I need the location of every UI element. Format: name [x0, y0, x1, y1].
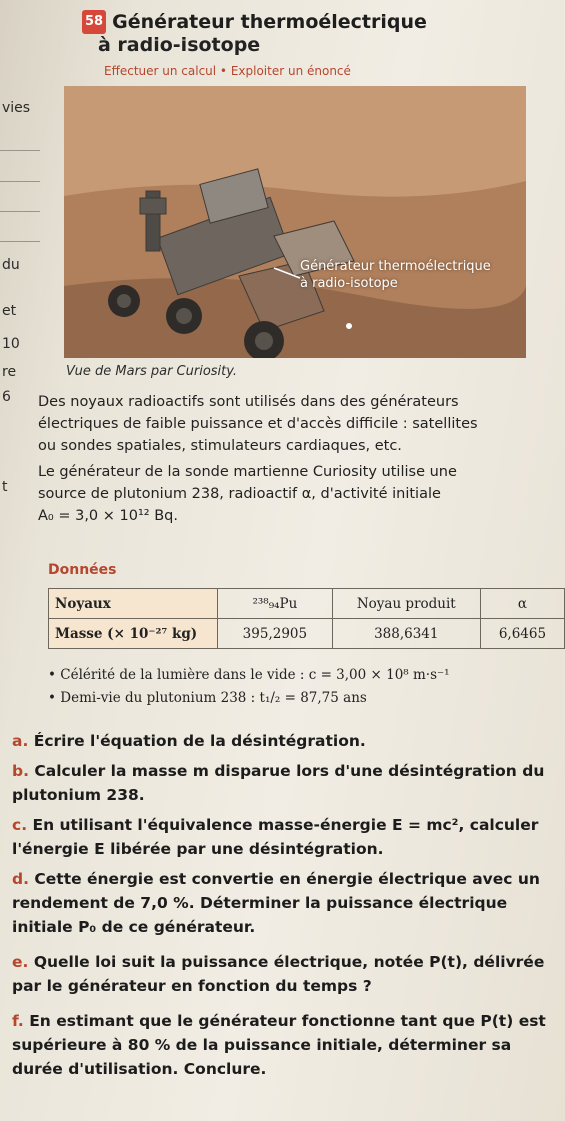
exercise-title	[82, 10, 552, 34]
question-text: Quelle loi suit la puissance électrique, notée P(t), délivrée par le générateur en fonction du temps ?	[12, 953, 545, 995]
question-text: Calculer la masse m disparue lors d'une désintégration du plutonium 238.	[12, 762, 545, 804]
data-bullet	[48, 667, 450, 683]
data-heading: Données	[48, 562, 117, 578]
title-line-1: Générateur thermoélectrique	[112, 11, 427, 33]
table-cell: Noyau produit	[332, 589, 480, 619]
question-f	[12, 1009, 552, 1081]
mars-photo	[64, 86, 526, 358]
data-bullet	[48, 690, 367, 706]
question-letter: d.	[12, 870, 29, 888]
exercise-header	[82, 10, 552, 56]
exercise-number-badge: 58	[82, 10, 106, 34]
question-letter: a.	[12, 732, 29, 750]
text-line: ou sondes spatiales, stimulateurs cardiaques, etc.	[38, 438, 402, 454]
text-line: Des noyaux radioactifs sont utilisés dans des générateurs	[38, 394, 459, 410]
table-cell: 388,6341	[332, 619, 480, 649]
margin-rule	[0, 211, 40, 212]
question-d	[12, 867, 552, 939]
question-a	[12, 729, 552, 753]
bullet-dot: •	[48, 667, 61, 683]
mass-table	[48, 588, 565, 649]
table-cell: ²³⁸₉₄Pu	[218, 589, 333, 619]
margin-rule	[0, 150, 40, 151]
margin-fragment: et	[2, 303, 17, 319]
text-line: électriques de faible puissance et d'accès difficile : satellites	[38, 416, 478, 432]
annotation-line-2: à radio-isotope	[300, 276, 398, 291]
question-letter: f.	[12, 1012, 24, 1030]
question-letter: e.	[12, 953, 29, 971]
margin-fragment: du	[2, 257, 20, 273]
exercise-skills: Effectuer un calcul • Exploiter un énoncé	[104, 64, 351, 78]
question-text: En estimant que le générateur fonctionne tant que P(t) est supérieure à 80 % de la puissance initiale, déterminer sa durée d'utilisation. Conclure.	[12, 1012, 546, 1078]
question-text: Cette énergie est convertie en énergie électrique avec un rendement de 7,0 %. Déterminer la puissance électrique initiale P₀ de ce générateur.	[12, 870, 540, 936]
margin-fragment: 10	[2, 336, 20, 352]
margin-fragment: vies	[2, 100, 31, 116]
table-cell: 6,6465	[480, 619, 564, 649]
question-b	[12, 759, 552, 807]
table-row	[49, 589, 565, 619]
annotation-line-1: Générateur thermoélectrique	[300, 259, 491, 274]
bullet-text: Demi-vie du plutonium 238 : t₁/₂ = 87,75 ans	[60, 690, 367, 706]
margin-fragment: 6	[2, 389, 11, 405]
question-text: Écrire l'équation de la désintégration.	[33, 732, 366, 750]
table-cell: Masse (× 10⁻²⁷ kg)	[49, 619, 218, 649]
table-row	[49, 619, 565, 649]
bullet-dot: •	[48, 690, 61, 706]
text-line: A₀ = 3,0 × 10¹² Bq.	[38, 508, 178, 524]
rover-illustration	[64, 86, 526, 358]
margin-fragment: t	[2, 479, 8, 495]
question-text: En utilisant l'équivalence masse-énergie E = mc², calculer l'énergie E libérée par une désintégration.	[12, 816, 539, 858]
question-letter: c.	[12, 816, 28, 834]
margin-rule	[0, 241, 40, 242]
margin-rule	[0, 181, 40, 182]
question-e	[12, 950, 552, 998]
intro-paragraph-2	[38, 461, 558, 527]
bullet-text: Célérité de la lumière dans le vide : c = 3,00 × 10⁸ m·s⁻¹	[60, 667, 450, 683]
text-line: Le générateur de la sonde martienne Curiosity utilise une	[38, 464, 457, 480]
question-c	[12, 813, 552, 861]
question-letter: b.	[12, 762, 29, 780]
table-cell: 395,2905	[218, 619, 333, 649]
photo-caption: Vue de Mars par Curiosity.	[66, 364, 238, 379]
title-line-2: à radio-isotope	[98, 34, 261, 56]
table-cell: α	[480, 589, 564, 619]
intro-paragraph-1	[38, 391, 558, 457]
table-cell: Noyaux	[49, 589, 218, 619]
text-line: source de plutonium 238, radioactif α, d'activité initiale	[38, 486, 441, 502]
photo-annotation	[300, 258, 491, 292]
margin-fragment: re	[2, 364, 17, 380]
